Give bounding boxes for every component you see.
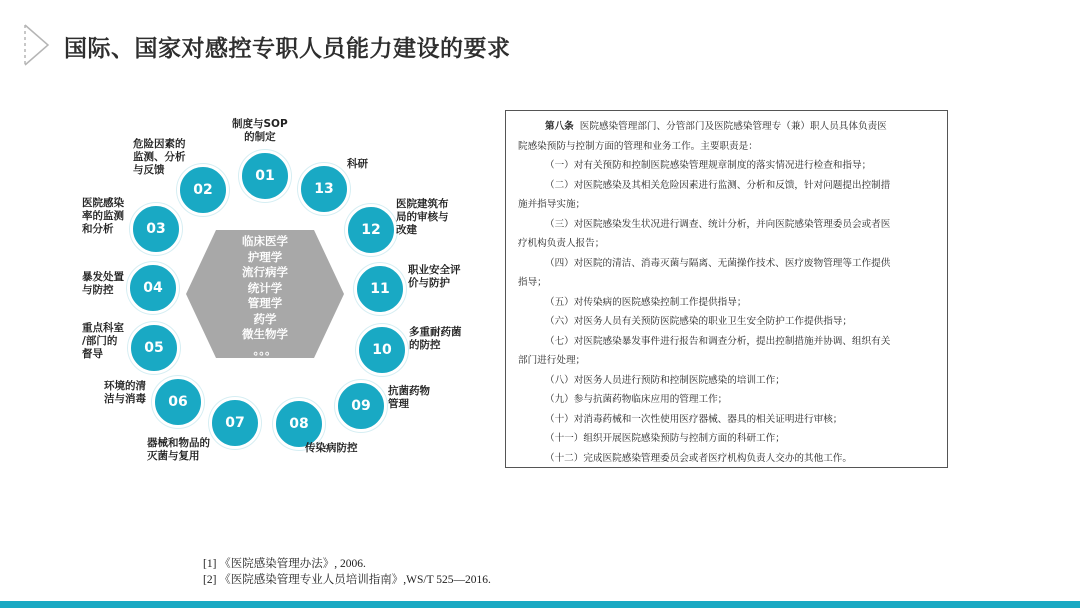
duty-item: （十）对消毒药械和一次性使用医疗器械、器具的相关证明进行审核； xyxy=(545,413,843,425)
competency-diagram xyxy=(0,0,540,520)
duty-item-cont: 疗机构负责人报告； xyxy=(518,238,605,249)
duty-item: （十二）完成医院感染管理委员会或者医疗机构负责人交办的其他工作。 xyxy=(545,452,852,464)
regulation-article-text xyxy=(518,117,938,468)
duty-item: （一）对有关预防和控制医院感染管理规章制度的落实情况进行检查和指导； xyxy=(545,160,872,171)
article-intro: 第八条 医院感染管理部门、分管部门及医院感染管理专（兼）职人员具体负责医 xyxy=(545,121,887,132)
discipline-item: 护理学 xyxy=(247,249,283,264)
duty-item: （六）对医务人员有关预防医院感染的职业卫生安全防护工作提供指导； xyxy=(545,316,852,327)
competency-node-12: 12 xyxy=(345,204,397,256)
competency-label-01: 制度与SOP 的制定 xyxy=(232,118,288,143)
discipline-item: 药学 xyxy=(253,311,277,326)
competency-node-08: 08 xyxy=(273,398,325,450)
competency-label-07: 器械和物品的 灭菌与复用 xyxy=(147,437,210,462)
reference-item: [2] 《医院感染管理专业人员培训指南》,WS/T 525—2016. xyxy=(203,574,491,586)
competency-label-06: 环境的清 洁与消毒 xyxy=(104,380,146,405)
competency-node-13: 13 xyxy=(298,163,350,215)
duty-item-cont: 施并指导实施； xyxy=(518,199,586,210)
article-number: 第八条 xyxy=(545,121,574,132)
duty-item: （九）参与抗菌药物临床应用的管理工作； xyxy=(545,394,728,405)
page-title: 国际、国家对感控专职人员能力建设的要求 xyxy=(64,36,511,62)
discipline-list xyxy=(184,234,346,358)
article-intro-cont: 院感染预防与控制方面的管理和业务工作。主要职责是： xyxy=(518,140,758,152)
regulation-article-box xyxy=(505,110,948,468)
competency-node-01: 01 xyxy=(239,150,291,202)
reference-item: [1] 《医院感染管理办法》, 2006. xyxy=(203,558,366,570)
competency-label-02: 危险因素的 监测、分析 与反馈 xyxy=(133,138,186,176)
duty-item: （三）对医院感染发生状况进行调查、统计分析，并向医院感染管理委员会或者医 xyxy=(545,218,891,230)
duty-item: （十一）组织开展医院感染预防与控制方面的科研工作； xyxy=(545,433,785,444)
competency-node-11: 11 xyxy=(354,263,406,315)
duty-item: （七）对医院感染暴发事件进行报告和调查分析，提出控制措施并协调、组织有关 xyxy=(545,335,891,347)
duty-item: （二）对医院感染及其相关危险因素进行监测、分析和反馈，针对问题提出控制措 xyxy=(545,179,891,191)
duty-item: （四）对医院的清洁、消毒灭菌与隔离、无菌操作技术、医疗废物管理等工作提供 xyxy=(545,257,891,269)
competency-label-04: 暴发处置 与防控 xyxy=(82,271,124,296)
discipline-item: 临床医学 xyxy=(242,234,288,248)
discipline-item: 统计学 xyxy=(247,280,283,295)
duty-item: （五）对传染病的医院感染控制工作提供指导； xyxy=(545,296,747,308)
competency-node-02: 02 xyxy=(177,164,229,216)
competency-label-11: 职业安全评 价与防护 xyxy=(408,264,461,289)
competency-label-13: 科研 xyxy=(347,158,368,170)
center-hexagon xyxy=(184,228,346,360)
competency-node-05: 05 xyxy=(128,322,180,374)
competency-label-08: 传染病防控 xyxy=(305,442,358,454)
competency-node-07: 07 xyxy=(209,397,261,449)
competency-label-05: 重点科室 /部门的 督导 xyxy=(82,322,124,360)
duty-item: （八）对医务人员进行预防和控制医院感染的培训工作； xyxy=(545,374,785,386)
competency-node-03: 03 xyxy=(130,203,182,255)
competency-node-09: 09 xyxy=(335,380,387,432)
discipline-item: 管理学 xyxy=(247,296,283,310)
discipline-item: 。。。 xyxy=(253,342,277,357)
discipline-item: 微生物学 xyxy=(242,327,288,341)
competency-label-03: 医院感染 率的监测 和分析 xyxy=(82,197,124,235)
competency-node-04: 04 xyxy=(127,262,179,314)
duty-item-cont: 指导； xyxy=(518,277,547,288)
discipline-item: 流行病学 xyxy=(242,265,288,279)
competency-node-06: 06 xyxy=(152,376,204,428)
competency-node-10: 10 xyxy=(356,324,408,376)
references xyxy=(203,556,491,588)
bottom-accent-bar xyxy=(0,601,1080,608)
competency-label-10: 多重耐药菌 的防控 xyxy=(409,326,462,351)
competency-label-09: 抗菌药物 管理 xyxy=(388,385,430,410)
competency-label-12: 医院建筑布 局的审核与 改建 xyxy=(396,198,449,236)
duty-item-cont: 部门进行处理； xyxy=(518,355,586,366)
